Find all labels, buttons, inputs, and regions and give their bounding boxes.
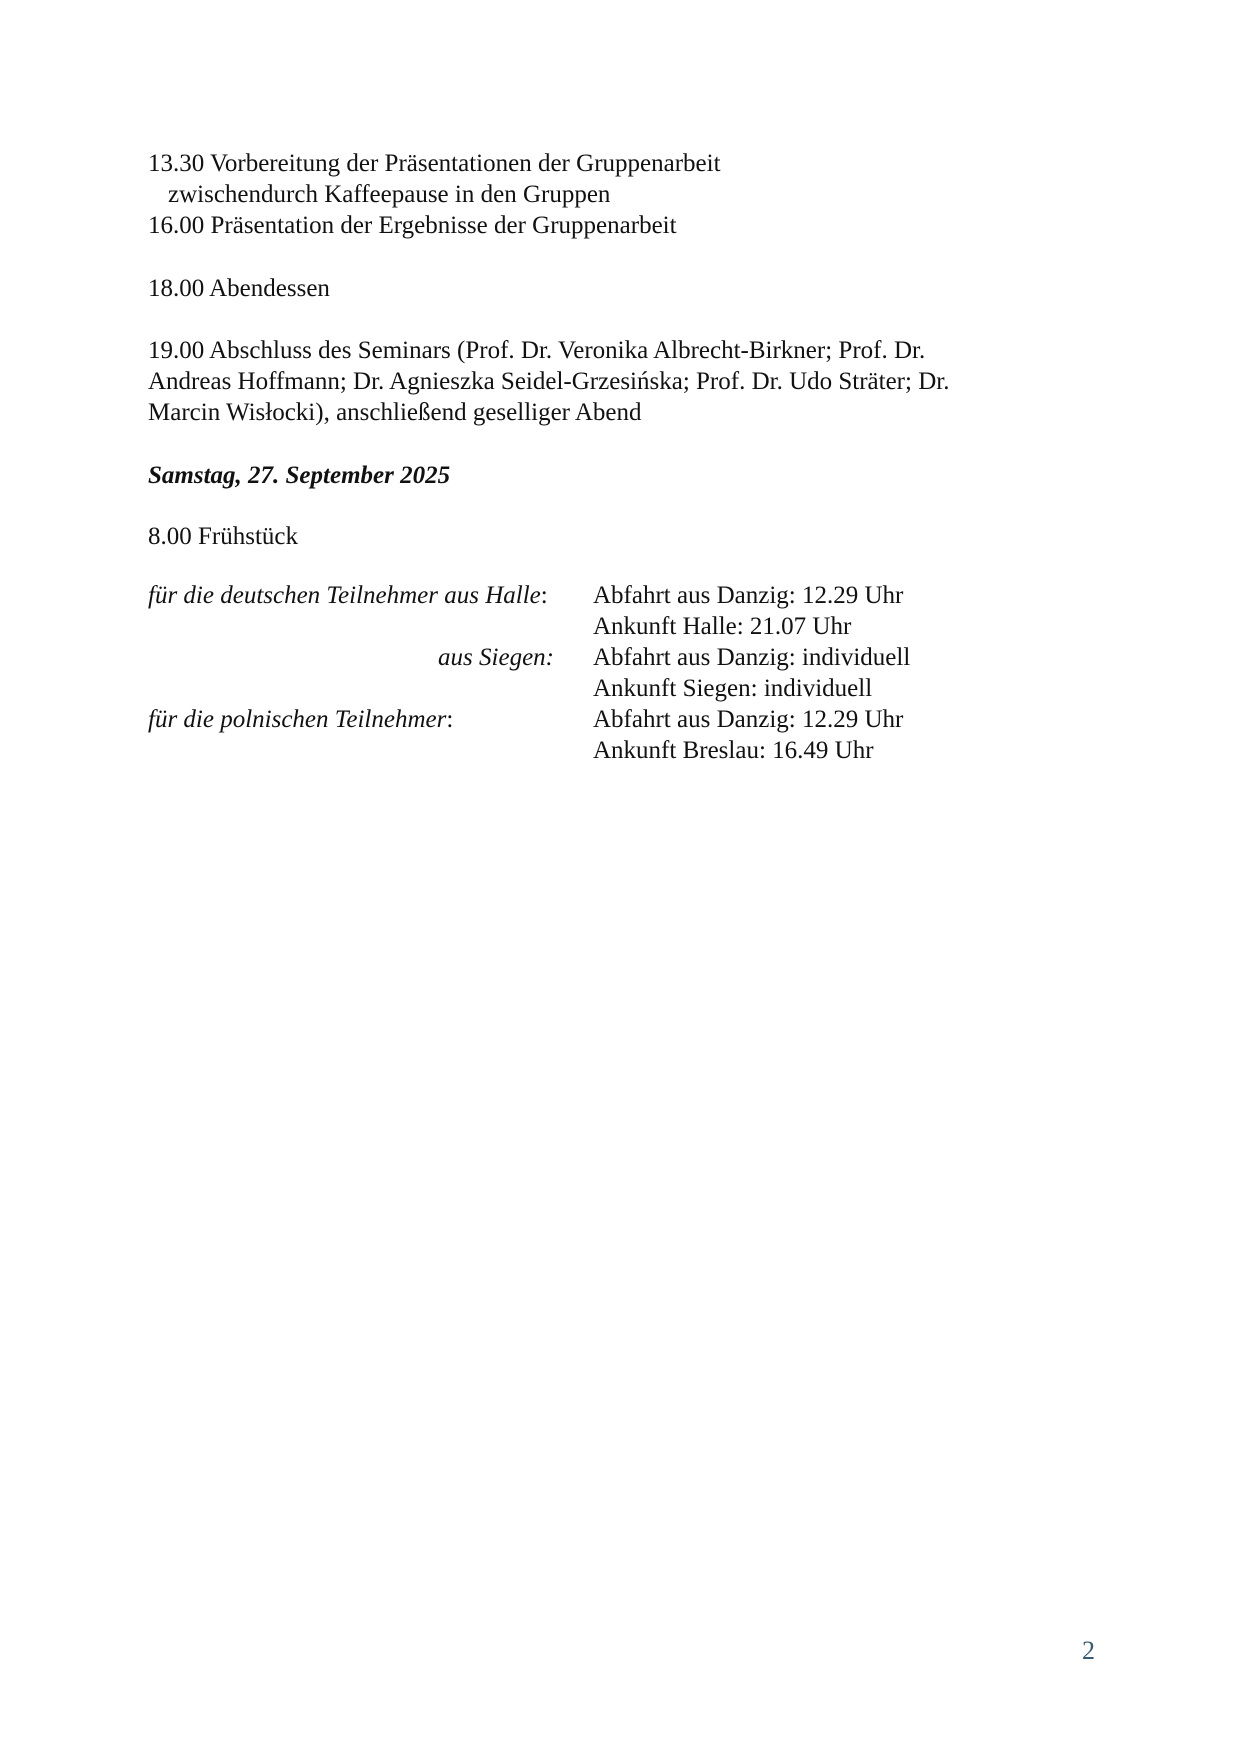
travel-row-siegen-arrival [148, 673, 1048, 704]
schedule-evening-meal [148, 273, 1048, 304]
schedule-item-1330: 13.30 Vorbereitung der Präsentationen der Gruppenarbeit [148, 150, 721, 177]
schedule-item-1330-note: zwischendurch Kaffeepause in den Gruppen [168, 181, 611, 208]
travel-label-siegen: aus Siegen: [438, 644, 554, 671]
schedule-item-1900-line1: 19.00 Abschluss des Seminars (Prof. Dr. Veronika Albrecht-Birkner; Prof. Dr. [148, 337, 926, 364]
travel-label-polish: für die polnischen Teilnehmer: [148, 706, 454, 733]
travel-row-halle-arrival [148, 611, 1048, 642]
travel-row-polish-departure [148, 704, 1048, 735]
travel-row-polish-arrival [148, 735, 1048, 766]
travel-row-halle-departure [148, 580, 1048, 611]
travel-row-siegen-departure [148, 642, 1048, 673]
siegen-arrival: Ankunft Siegen: individuell [593, 675, 873, 702]
halle-departure: Abfahrt aus Danzig: 12.29 Uhr [593, 582, 904, 609]
travel-label-halle: für die deutschen Teilnehmer aus Halle: [148, 582, 548, 609]
polish-arrival: Ankunft Breslau: 16.49 Uhr [593, 737, 874, 764]
schedule-item-1800: 18.00 Abendessen [148, 275, 330, 302]
day-heading: Samstag, 27. September 2025 [148, 462, 451, 489]
saturday-breakfast-block [148, 521, 1048, 552]
schedule-closing [148, 335, 1048, 428]
page-number: 2 [1082, 1636, 1095, 1665]
saturday-heading-block [148, 460, 1048, 491]
schedule-item-0800: 8.00 Frühstück [148, 523, 298, 550]
halle-arrival: Ankunft Halle: 21.07 Uhr [593, 613, 852, 640]
schedule-item-1600: 16.00 Präsentation der Ergebnisse der Gruppenarbeit [148, 212, 677, 239]
schedule-item-1900-line2: Andreas Hoffmann; Dr. Agnieszka Seidel-Grzesińska; Prof. Dr. Udo Sträter; Dr. [148, 368, 950, 395]
travel-table [148, 580, 1048, 766]
schedule-item-1900-line3: Marcin Wisłocki), anschließend geselliger Abend [148, 399, 642, 426]
polish-departure: Abfahrt aus Danzig: 12.29 Uhr [593, 706, 904, 733]
siegen-departure: Abfahrt aus Danzig: individuell [593, 644, 911, 671]
schedule-afternoon [148, 148, 1048, 241]
